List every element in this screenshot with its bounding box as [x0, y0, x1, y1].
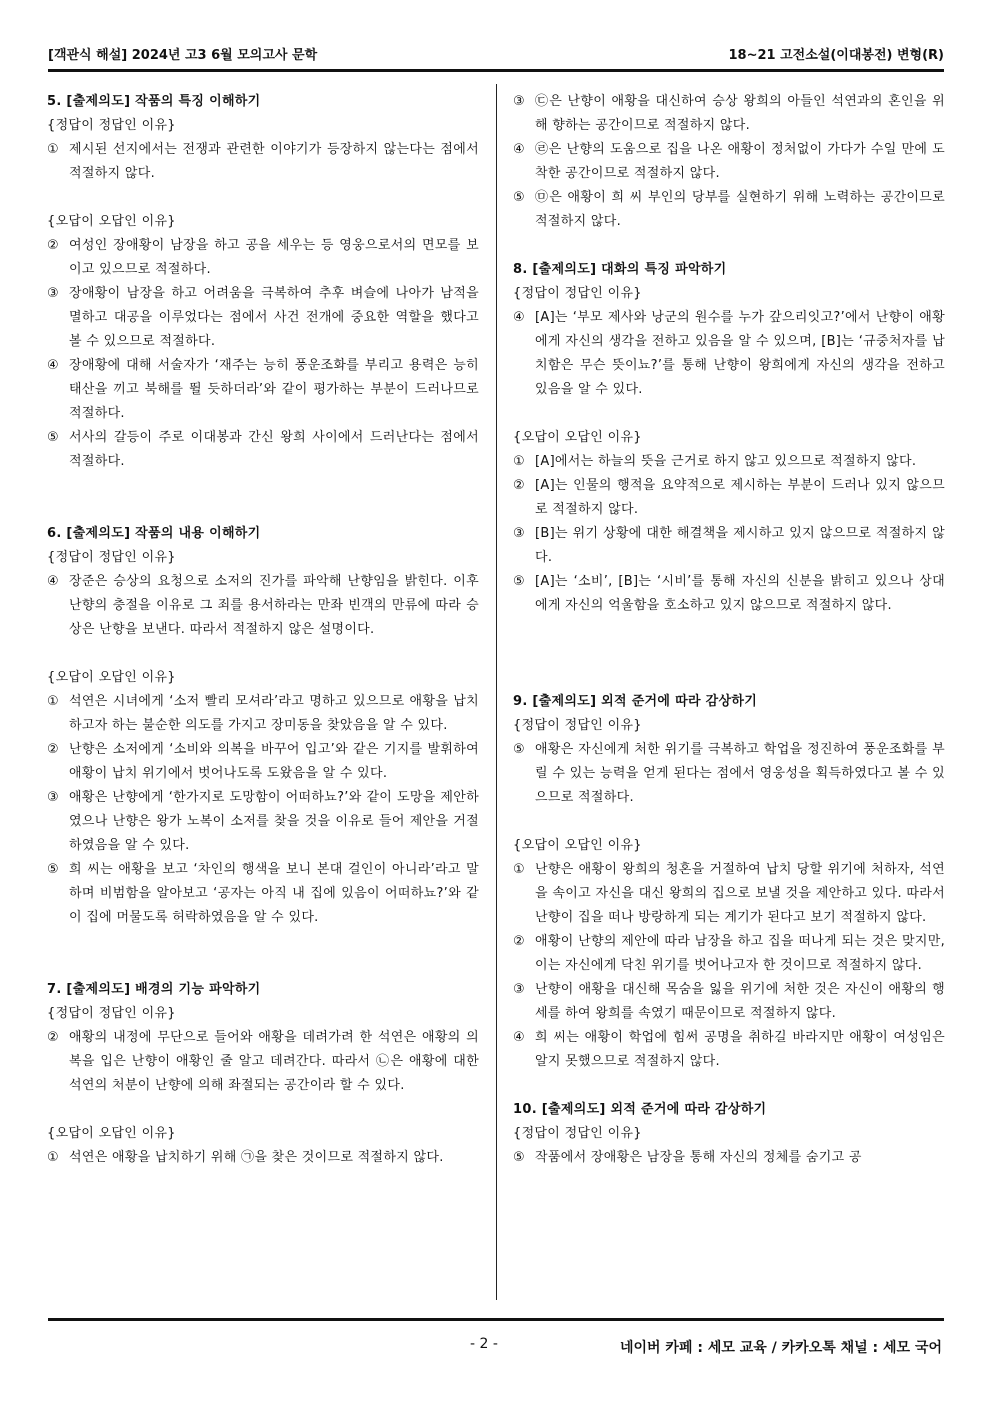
spacer [513, 234, 945, 258]
explanation-text: 작품에서 장애황은 남장을 통해 자신의 정체를 숨기고 공 [535, 1150, 862, 1165]
explanation-text: 난향은 애황이 왕희의 청혼을 거절하여 납치 당할 위기에 처하자, 석연을 속이고 자신을 대신 왕희의 집으로 보낼 것을 제안하고 있다. 따라서 난향이 집을 떠나 방랑하게 되는 계기가 된다고 보기 적절하지 않다. [535, 862, 945, 925]
explanation-text: [B]는 위기 상황에 대한 해결책을 제시하고 있지 않으므로 적절하지 않다. [535, 526, 945, 565]
explanation-text: ㉣은 난향의 도움으로 집을 나온 애황이 정처없이 가다가 수일 만에 도착한 공간이므로 적절하지 않다. [535, 142, 945, 181]
answer-explanation [513, 186, 945, 234]
choice-number: ③ [513, 526, 525, 541]
answer-explanation [513, 930, 945, 978]
answer-explanation [513, 570, 945, 618]
explanation-text: 희 씨는 애황을 보고 ‘차인의 행색을 보니 본대 걸인이 아니라’라고 말하며 비범함을 알아보고 ‘공자는 아직 내 집에 있음이 어떠하뇨?’와 같이 집에 머물도록 허락하였음을 알 수 있다. [69, 862, 479, 925]
section-title: 7. [출제의도] 배경의 기능 파악하기 [47, 982, 261, 997]
top-rule [48, 69, 944, 72]
choice-number: ⑤ [47, 430, 59, 445]
subsection-label: {오답이 오답인 이유} [513, 430, 642, 445]
section-title: 5. [출제의도] 작품의 특징 이해하기 [47, 94, 261, 109]
choice-number: ⑤ [513, 190, 525, 205]
section-title: 8. [출제의도] 대화의 특징 파악하기 [513, 262, 727, 277]
spacer [47, 642, 479, 666]
answer-explanation [47, 1146, 479, 1170]
answer-explanation [513, 978, 945, 1026]
explanation-text: 애황은 난향에게 ‘한가지로 도망함이 어떠하뇨?’와 같이 도망을 제안하였으나 난향은 왕가 노복이 소저를 찾을 것을 이유로 들어 제안을 거절하였음을 알 수 있다. [69, 790, 479, 853]
page-number: - 2 - [470, 1336, 498, 1352]
explanation-text: 장준은 승상의 요청으로 소저의 진가를 파악해 난향임을 밝힌다. 이후 난향의 충절을 이유로 그 죄를 용서하라는 만좌 빈객의 만류에 따라 승상은 난향을 보낸다. 따라서 적절하지 않은 설명이다. [69, 574, 479, 637]
explanation-text: [A]는 ‘부모 제사와 낭군의 원수를 누가 갚으리잇고?’에서 난향이 애황에게 자신의 생각을 전하고 있음을 알 수 있으며, [B]는 ‘규중처자를 납치함은 무슨 뜻이뇨?’를 통해 난향이 왕희에게 자신의 생각을 전하고 있음을 알 수 있다. [535, 310, 945, 397]
choice-number: ③ [513, 982, 525, 997]
answer-explanation [513, 90, 945, 138]
answer-explanation [47, 570, 479, 642]
explanation-text: 애황의 내정에 무단으로 들어와 애황을 데려가려 한 석연은 애황의 의복을 입은 난향이 애황인 줄 알고 데려간다. 따라서 ㉡은 애황에 대한 석연의 처분이 난향에 의해 좌절되는 공간이라 할 수 있다. [69, 1030, 479, 1093]
explanation-text: 제시된 선지에서는 전쟁과 관련한 이야기가 등장하지 않는다는 점에서 적절하지 않다. [69, 142, 479, 181]
subsection-label: {오답이 오답인 이유} [47, 1126, 176, 1141]
answer-explanation [513, 474, 945, 522]
explanation-text: 서사의 갈등이 주로 이대봉과 간신 왕희 사이에서 드러난다는 점에서 적절하다. [69, 430, 479, 469]
subsection-label: {정답이 정답인 이유} [513, 1126, 642, 1141]
explanation-text: [A]는 인물의 행적을 요약적으로 제시하는 부분이 드러나 있지 않으므로 적절하지 않다. [535, 478, 945, 517]
answer-explanation [47, 234, 479, 282]
choice-number: ④ [513, 142, 525, 157]
answer-explanation [47, 1026, 479, 1098]
section-title: 9. [출제의도] 외적 준거에 따라 감상하기 [513, 694, 758, 709]
answer-explanation [47, 786, 479, 858]
explanation-text: 애황이 난향의 제안에 따라 남장을 하고 집을 떠나게 되는 것은 맞지만, 이는 자신에게 닥친 위기를 벗어나고자 한 것이므로 적절하지 않다. [535, 934, 945, 973]
explanation-text: 석연은 애황을 납치하기 위해 ㉠을 찾은 것이므로 적절하지 않다. [69, 1150, 444, 1165]
explanation-text: 난향은 소저에게 ‘소비와 의복을 바꾸어 입고’와 같은 기지를 발휘하여 애황이 납치 위기에서 벗어나도록 도왔음을 알 수 있다. [69, 742, 479, 781]
choice-number: ③ [47, 286, 59, 301]
subsection-label: {오답이 오답인 이유} [513, 838, 642, 853]
header-subtitle: 18~21 고전소설(이대봉전) 변형(R) [728, 48, 944, 63]
spacer [513, 810, 945, 834]
choice-number: ① [513, 862, 525, 877]
choice-number: ② [47, 1030, 59, 1045]
explanation-text: 난향이 애황을 대신해 목숨을 잃을 위기에 처한 것은 자신이 애황의 행세를 하여 왕희를 속였기 때문이므로 적절하지 않다. [535, 982, 945, 1021]
footer-credit: 네이버 카페 : 세모 교육 / 카카오톡 채널 : 세모 국어 [619, 1340, 942, 1356]
spacer [47, 474, 479, 522]
answer-explanation [513, 1146, 945, 1170]
choice-number: ④ [47, 358, 59, 373]
bottom-rule [48, 1318, 944, 1321]
spacer [47, 930, 479, 978]
choice-number: ① [47, 142, 59, 157]
choice-number: ① [47, 1150, 59, 1165]
subsection-label: {정답이 정답인 이유} [47, 118, 176, 133]
spacer [513, 618, 945, 666]
page-header [48, 44, 944, 66]
choice-number: ③ [513, 94, 525, 109]
explanation-text: ㉤은 애황이 희 씨 부인의 당부를 실현하기 위해 노력하는 공간이므로 적절하지 않다. [535, 190, 945, 229]
choice-number: ⑤ [47, 862, 59, 877]
explanation-text: ㉢은 난향이 애황을 대신하여 승상 왕희의 아들인 석연과의 혼인을 위해 향하는 공간이므로 적절하지 않다. [535, 94, 945, 133]
choice-number: ② [47, 742, 59, 757]
explanation-text: 장애황이 남장을 하고 어려움을 극복하여 추후 벼슬에 나아가 남적을 멸하고 대공을 이루었다는 점에서 사건 전개에 중요한 역할을 했다고 볼 수 있으므로 적절하다. [69, 286, 479, 349]
choice-number: ② [47, 238, 59, 253]
choice-number: ⑤ [513, 1150, 525, 1165]
choice-number: ① [513, 454, 525, 469]
choice-number: ⑤ [513, 742, 525, 757]
section-title: 6. [출제의도] 작품의 내용 이해하기 [47, 526, 261, 541]
spacer [513, 666, 945, 690]
column-divider [496, 84, 497, 1300]
answer-explanation [47, 690, 479, 738]
answer-explanation [513, 1026, 945, 1074]
right-column [513, 90, 945, 1170]
choice-number: ① [47, 694, 59, 709]
explanation-text: 장애황에 대해 서술자가 ‘재주는 능히 풍운조화를 부리고 용력은 능히 태산을 끼고 북해를 뛸 듯하더라’와 같이 평가하는 부분이 드러나므로 적절하다. [69, 358, 479, 421]
spacer [513, 402, 945, 426]
explanation-text: [A]에서는 하늘의 뜻을 근거로 하지 않고 있으므로 적절하지 않다. [535, 454, 917, 469]
choice-number: ⑤ [513, 574, 525, 589]
answer-explanation [47, 354, 479, 426]
explanation-text: 석연은 시녀에게 ‘소저 빨리 모셔라’라고 명하고 있으므로 애황을 납치하고자 하는 불순한 의도를 가지고 장미동을 찾았음을 알 수 있다. [69, 694, 479, 733]
choice-number: ② [513, 478, 525, 493]
answer-explanation [513, 858, 945, 930]
answer-explanation [513, 450, 945, 474]
spacer [47, 1098, 479, 1122]
subsection-label: {정답이 정답인 이유} [47, 1006, 176, 1021]
subsection-label: {정답이 정답인 이유} [47, 550, 176, 565]
spacer [47, 186, 479, 210]
choice-number: ③ [47, 790, 59, 805]
answer-explanation [513, 738, 945, 810]
choice-number: ④ [513, 1030, 525, 1045]
choice-number: ④ [47, 574, 59, 589]
answer-explanation [47, 738, 479, 786]
section-title: 10. [출제의도] 외적 준거에 따라 감상하기 [513, 1102, 767, 1117]
spacer [513, 1074, 945, 1098]
subsection-label: {정답이 정답인 이유} [513, 718, 642, 733]
subsection-label: {오답이 오답인 이유} [47, 214, 176, 229]
explanation-text: 애황은 자신에게 처한 위기를 극복하고 학업을 정진하여 풍운조화를 부릴 수 있는 능력을 얻게 된다는 점에서 영웅성을 획득하였다고 볼 수 있으므로 적절하다. [535, 742, 945, 805]
header-title: [객관식 해설] 2024년 고3 6월 모의고사 문학 [48, 48, 318, 63]
answer-explanation [47, 282, 479, 354]
subsection-label: {오답이 오답인 이유} [47, 670, 176, 685]
explanation-text: 희 씨는 애황이 학업에 힘써 공명을 취하길 바라지만 애황이 여성임은 알지 못했으므로 적절하지 않다. [535, 1030, 945, 1069]
answer-explanation [47, 426, 479, 474]
left-column [47, 90, 479, 1170]
explanation-text: 여성인 장애황이 남장을 하고 공을 세우는 등 영웅으로서의 면모를 보이고 있으므로 적절하다. [69, 238, 479, 277]
answer-explanation [47, 138, 479, 186]
subsection-label: {정답이 정답인 이유} [513, 286, 642, 301]
explanation-text: [A]는 ‘소비’, [B]는 ‘시비’를 통해 자신의 신분을 밝히고 있으나 상대에게 자신의 억울함을 호소하고 있지 않으므로 적절하지 않다. [535, 574, 945, 613]
answer-explanation [513, 522, 945, 570]
choice-number: ② [513, 934, 525, 949]
choice-number: ④ [513, 310, 525, 325]
answer-explanation [513, 138, 945, 186]
answer-explanation [513, 306, 945, 402]
answer-explanation [47, 858, 479, 930]
